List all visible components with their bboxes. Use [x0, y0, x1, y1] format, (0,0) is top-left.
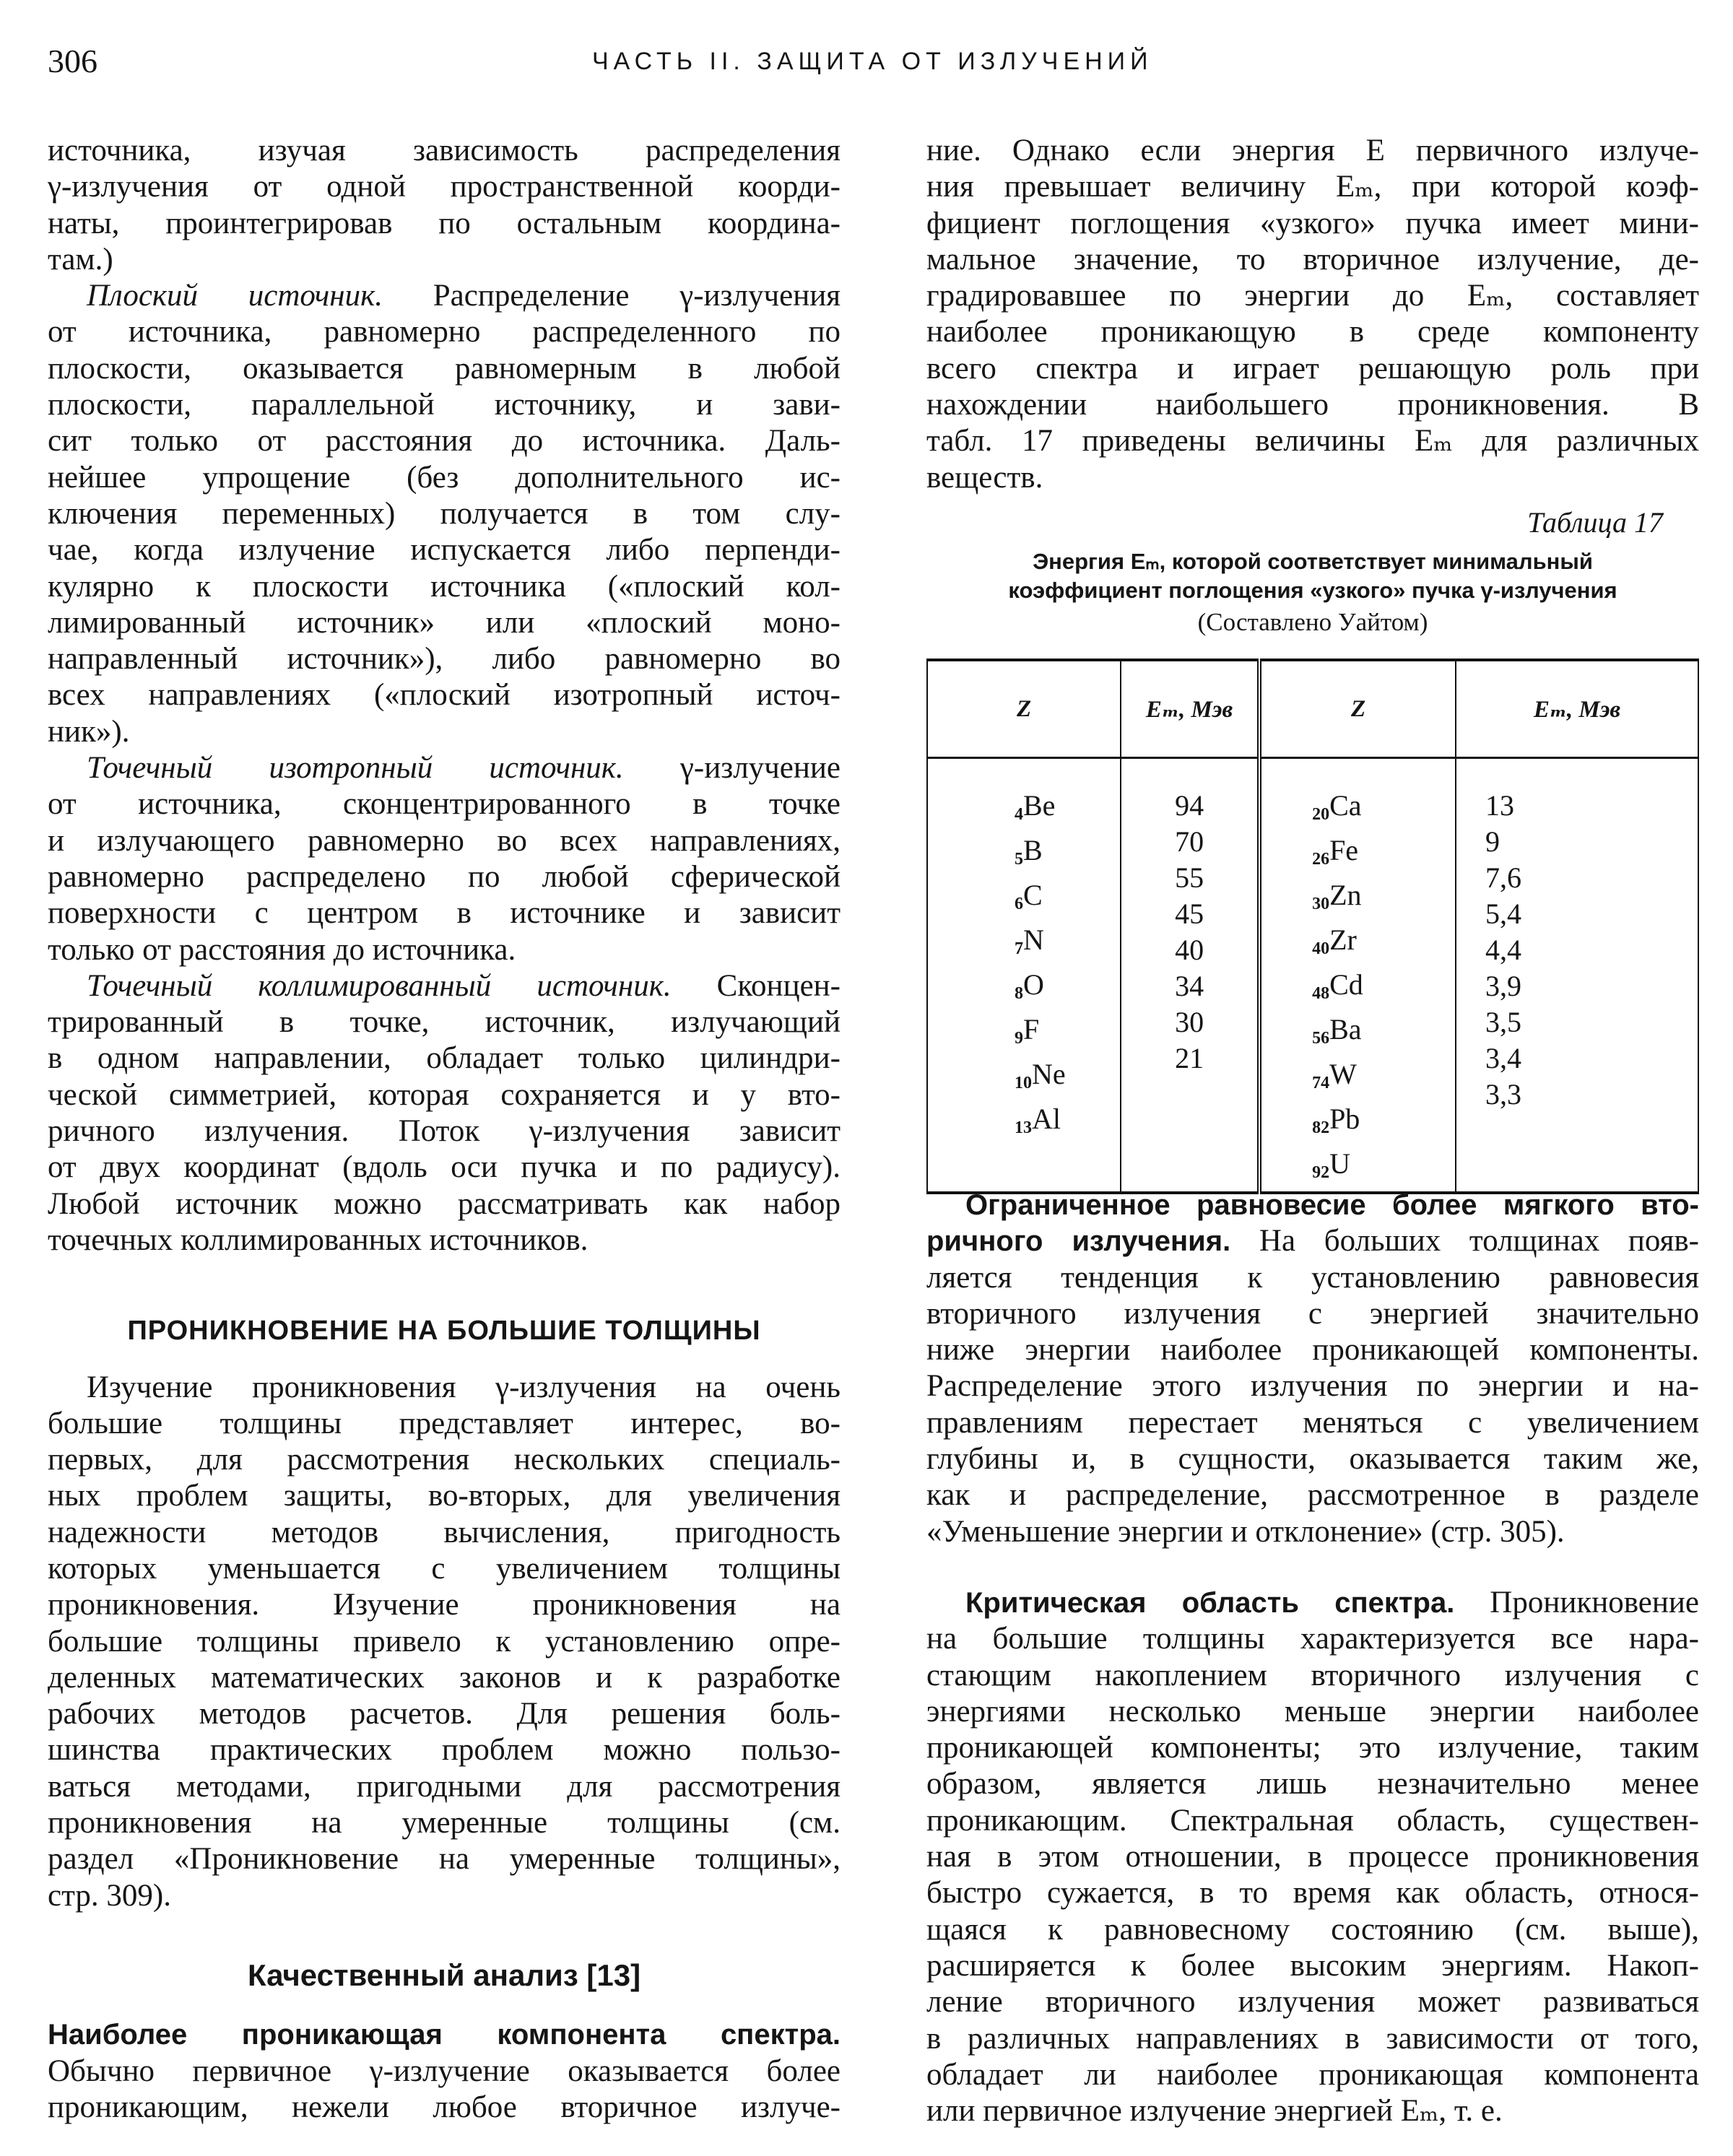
line-text: ных проблем защиты, во-вторых, для увеличения — [48, 1479, 841, 1513]
line-text: мальное значение, то вторичное излучение, де- — [926, 242, 1699, 277]
energy-value: 9 — [1485, 825, 1500, 858]
text-line — [48, 1769, 841, 1805]
paragraph-lead: Наиболее проникающая компонента спектра. — [48, 2019, 841, 2051]
element-name: Pb — [1329, 1103, 1360, 1135]
line-text: проникновения. Изучение проникновения на — [48, 1588, 841, 1622]
line-text: лимированный источник» или «плоский моно- — [48, 605, 841, 640]
text-line — [48, 169, 841, 205]
line-text: направленный источник»), либо равномерно во — [48, 642, 841, 677]
atomic-number: 8 — [1015, 984, 1023, 1003]
text-line — [48, 1660, 841, 1696]
element-name: Zn — [1329, 879, 1362, 911]
right-column-bottom — [926, 1187, 1699, 2129]
line-text: Изучение проникновения γ-излучения на очень — [87, 1370, 841, 1404]
line-text: проникающим. Спектральная область, существен- — [926, 1803, 1699, 1838]
text-line — [48, 133, 841, 169]
header-em-2: Eₘ, Мэв — [1456, 660, 1698, 758]
line-text: чае, когда излучение испускается либо перпенди- — [48, 533, 841, 568]
atomic-number: 7 — [1015, 939, 1023, 958]
line-text: ление вторичного излучения может развиваться — [926, 1985, 1699, 2020]
text-line — [48, 423, 841, 459]
text-line — [926, 2021, 1699, 2057]
line-text: веществ. — [926, 460, 1043, 495]
section-heading: ПРОНИКНОВЕНИЕ НА БОЛЬШИЕ ТОЛЩИНЫ — [127, 1316, 761, 1347]
text-line — [926, 1984, 1699, 2020]
text-line — [48, 1186, 841, 1222]
text-line — [48, 1515, 841, 1551]
atomic-number: 10 — [1015, 1074, 1032, 1092]
line-text: энергиями несколько меньше энергии наиболее — [926, 1694, 1699, 1729]
text-line — [48, 1370, 841, 1406]
line-text: там.) — [48, 242, 113, 277]
text-line — [926, 1839, 1699, 1875]
element-name: F — [1023, 1013, 1040, 1046]
text-line — [48, 932, 841, 968]
line-text: ричного излучения. Поток γ-излучения зависит — [48, 1114, 841, 1149]
line-text: которых уменьшается с увеличением толщины — [48, 1551, 841, 1586]
element-name: N — [1023, 923, 1044, 956]
energy-value: 4,4 — [1485, 934, 1522, 966]
paragraph-lead: Точечный изотропный источник. — [87, 751, 624, 786]
text-line — [48, 641, 841, 677]
running-title: ЧАСТЬ II. ЗАЩИТА ОТ ИЗЛУЧЕНИЙ — [592, 48, 1153, 75]
energy-value: 5,4 — [1485, 897, 1522, 930]
element-name: U — [1329, 1147, 1350, 1180]
text-line — [48, 714, 841, 750]
line-text: ляется тенденция к установлению равновесия — [926, 1260, 1699, 1295]
text-line — [926, 1223, 1699, 1259]
line-text: только от расстояния до источника. — [48, 932, 516, 967]
text-line — [926, 1296, 1699, 1332]
line-text: Проникновение — [1454, 1585, 1700, 1620]
line-text: плоскости, параллельной источнику, и зави- — [48, 388, 841, 422]
line-text: табл. 17 приведены величины Eₘ для различных — [926, 424, 1699, 458]
text-line — [48, 1149, 841, 1186]
line-text: градировавшее по энергии до Eₘ, составляет — [926, 279, 1699, 313]
header-z-2: Z — [1259, 660, 1456, 758]
line-text: рабочих методов расчетов. Для решения боль- — [48, 1697, 841, 1731]
line-text: или первичное излучение энергией Eₘ, т. е. — [926, 2094, 1503, 2129]
line-text: ная в этом отношении, в процессе проникновения — [926, 1840, 1699, 1874]
text-line — [926, 1477, 1699, 1513]
text-line — [926, 2093, 1699, 2129]
element-symbol — [1015, 922, 1119, 967]
text-line — [926, 1514, 1699, 1550]
line-text: ключения переменных) получается в том слу- — [48, 496, 841, 531]
text-line — [48, 532, 841, 568]
atomic-number: 56 — [1312, 1029, 1330, 1048]
line-text: источника, изучая зависимость распределения — [48, 134, 841, 168]
line-text: раздел «Проникновение на умеренные толщины», — [48, 1842, 841, 1877]
paragraph-gap — [926, 1550, 1699, 1585]
text-line — [48, 1551, 841, 1587]
text-line — [48, 1406, 841, 1442]
text-line — [48, 968, 841, 1004]
atomic-number: 40 — [1312, 939, 1330, 958]
text-line — [48, 677, 841, 713]
element-symbol — [1015, 877, 1119, 922]
line-text: «Уменьшение энергии и отклонение» (стр. 305). — [926, 1514, 1565, 1549]
element-symbol — [1312, 788, 1454, 833]
header-z-1: Z — [927, 660, 1121, 758]
element-symbol — [1312, 833, 1454, 877]
element-symbol — [1312, 1012, 1454, 1056]
paragraph-lead: Ограниченное равновесие более мягкого вто- — [965, 1189, 1699, 1221]
line-text: всех направлениях («плоский изотропный источ- — [48, 678, 841, 713]
line-text: трированный в точке, источник, излучающий — [48, 1005, 841, 1040]
line-text: плоскости, оказывается равномерным в любой — [48, 351, 841, 386]
element-name: Zr — [1329, 923, 1357, 956]
line-text: деленных математических законов и к разработке — [48, 1660, 841, 1695]
text-line — [48, 859, 841, 895]
line-text: от двух координат (вдоль оси пучка и по радиусу). — [48, 1150, 841, 1185]
element-name: Be — [1023, 789, 1056, 822]
text-line — [48, 1077, 841, 1113]
line-text: равномерно распределено по любой сферической — [48, 859, 841, 894]
text-line — [926, 169, 1699, 205]
line-text: γ-излучения от одной пространственной коорди- — [48, 170, 841, 204]
energy-value: 3,9 — [1485, 970, 1522, 1002]
energy-value: 30 — [1175, 1006, 1204, 1038]
text-line — [926, 460, 1699, 496]
atomic-number: 30 — [1312, 895, 1330, 913]
line-text: стающим накоплением вторичного излучения с — [926, 1658, 1699, 1692]
em-column-right — [1456, 758, 1698, 1194]
line-text: быстро сужается, в то время как область, относя- — [926, 1876, 1699, 1911]
text-line — [48, 278, 841, 314]
element-symbol — [1015, 1056, 1119, 1101]
element-symbol — [1015, 1012, 1119, 1056]
line-text: ваться методами, пригодными для рассмотрения — [48, 1769, 841, 1804]
line-text: правлениям перестает меняться с увеличением — [926, 1405, 1699, 1440]
element-name: Cd — [1329, 968, 1363, 1001]
right-column-top — [926, 133, 1699, 496]
line-text: ния превышает величину Eₘ, при которой коэф- — [926, 170, 1699, 204]
line-text: нахождении наибольшего проникновения. В — [926, 388, 1699, 422]
line-text: образом, является лишь незначительно менее — [926, 1767, 1699, 1801]
text-line — [926, 1803, 1699, 1839]
text-line — [48, 1841, 841, 1877]
line-text: ческой симметрией, которая сохраняется и у вто- — [48, 1077, 841, 1112]
element-symbol — [1312, 1101, 1454, 1146]
line-text: Распределение γ-излучения — [383, 279, 841, 313]
element-symbol — [1015, 1101, 1119, 1146]
element-name: Ca — [1329, 789, 1362, 822]
text-line — [926, 1187, 1699, 1223]
line-text: нейшее упрощение (без дополнительного ис- — [48, 460, 841, 495]
line-text: наиболее проникающую в среде компоненту — [926, 315, 1699, 349]
element-name: W — [1329, 1058, 1357, 1090]
text-line — [926, 314, 1699, 350]
z-column-right — [1259, 758, 1456, 1194]
text-line — [48, 1442, 841, 1478]
text-line — [48, 206, 841, 242]
element-name: Ba — [1329, 1013, 1362, 1046]
table-source: (Составлено Уайтом) — [1197, 608, 1428, 636]
energy-value: 34 — [1175, 970, 1204, 1002]
paragraph-lead: Точечный коллимированный источник. — [87, 968, 672, 1003]
element-symbol — [1312, 1056, 1454, 1101]
text-line — [48, 2017, 841, 2053]
paragraph-lead: Плоский источник. — [87, 279, 383, 313]
paragraph-lead: ричного излучения. — [926, 1225, 1231, 1258]
text-line — [48, 460, 841, 496]
line-text: γ-излучение — [623, 751, 841, 786]
line-text: На больших толщинах появ- — [1230, 1224, 1699, 1259]
text-line — [926, 1585, 1699, 1621]
text-line — [48, 786, 841, 822]
table-caption-line-2: коэффициент поглощения «узкого» пучка γ-излучения — [1008, 578, 1617, 603]
paragraph-lead: Критическая область спектра. — [965, 1586, 1455, 1619]
text-line — [926, 2057, 1699, 2093]
em-column-left — [1121, 758, 1259, 1194]
text-line — [48, 2053, 841, 2090]
text-line — [926, 1875, 1699, 1911]
text-line — [926, 1658, 1699, 1694]
element-name: C — [1023, 879, 1043, 911]
element-symbol — [1015, 833, 1119, 877]
line-text: щаяся к равновесному состоянию (см. выше), — [926, 1912, 1699, 1947]
text-line — [48, 1878, 841, 1914]
text-line — [48, 1040, 841, 1077]
line-text: Распределение этого излучения по энергии и на- — [926, 1369, 1699, 1404]
text-line — [48, 1696, 841, 1732]
text-line — [48, 1222, 841, 1259]
left-column — [48, 133, 841, 2126]
text-line — [926, 242, 1699, 278]
energy-value: 94 — [1175, 789, 1204, 822]
text-line — [926, 133, 1699, 169]
energy-value: 3,5 — [1485, 1006, 1522, 1038]
line-text: вторичного излучения с энергией значительно — [926, 1296, 1699, 1331]
atomic-number: 48 — [1312, 984, 1330, 1003]
atomic-number: 92 — [1312, 1163, 1330, 1182]
text-line — [48, 496, 841, 532]
text-line — [926, 1405, 1699, 1441]
text-line — [926, 1332, 1699, 1368]
text-line — [926, 1948, 1699, 1984]
element-symbol — [1015, 788, 1119, 833]
line-text: ниже энергии наиболее проникающей компоненты. — [926, 1333, 1699, 1368]
text-line — [48, 1478, 841, 1514]
text-line — [48, 1732, 841, 1768]
line-text: всего спектра и играет решающую роль при — [926, 351, 1699, 386]
line-text: обладает ли наиболее проникающая компонента — [926, 2057, 1699, 2092]
line-text: проникающей компоненты; это излучение, таким — [926, 1731, 1699, 1765]
energy-value: 13 — [1485, 789, 1515, 822]
text-line — [926, 351, 1699, 387]
element-name: Fe — [1329, 834, 1359, 866]
text-line — [926, 423, 1699, 459]
energy-value: 40 — [1175, 934, 1204, 966]
energy-value: 70 — [1175, 825, 1204, 858]
atomic-number: 82 — [1312, 1118, 1330, 1137]
page-number: 306 — [48, 43, 97, 79]
text-line — [926, 1912, 1699, 1948]
text-line — [926, 278, 1699, 314]
energy-value: 3,4 — [1485, 1042, 1522, 1074]
line-text: шинства практических проблем можно пользо- — [48, 1733, 841, 1768]
text-line — [926, 1694, 1699, 1730]
text-line — [48, 750, 841, 786]
line-text: сит только от расстояния до источника. Даль- — [48, 424, 841, 458]
energy-value: 45 — [1175, 897, 1204, 930]
element-symbol — [1015, 967, 1119, 1012]
element-symbol — [1312, 877, 1454, 922]
text-line — [48, 314, 841, 350]
atomic-number: 4 — [1015, 805, 1023, 824]
energy-value: 21 — [1175, 1042, 1204, 1074]
line-text: стр. 309). — [48, 1878, 171, 1913]
line-text: расширяется к более высоким энергиям. Накоп- — [926, 1948, 1699, 1983]
text-line — [926, 1441, 1699, 1477]
z-column-left — [927, 758, 1121, 1194]
line-text: фициент поглощения «узкого» пучка имеет мини- — [926, 206, 1699, 240]
element-name: Al — [1032, 1103, 1061, 1135]
energy-table — [926, 658, 1699, 1194]
line-text: поверхности с центром в источнике и зависит — [48, 896, 841, 931]
line-text: на большие толщины характеризуется все нара- — [926, 1622, 1699, 1656]
line-text: наты, проинтегрировав по остальным координа- — [48, 206, 841, 240]
text-line — [48, 1624, 841, 1660]
line-text: проникновения на умеренные толщины (см. — [48, 1806, 841, 1840]
element-symbol — [1312, 922, 1454, 967]
text-line — [926, 1621, 1699, 1657]
text-line — [48, 1113, 841, 1149]
element-name: O — [1023, 968, 1044, 1001]
line-text: Обычно первичное γ-излучение оказывается более — [48, 2053, 841, 2088]
text-line — [48, 1004, 841, 1040]
line-text: в одном направлении, обладает только цилиндри- — [48, 1041, 841, 1076]
line-text: как и распределение, рассмотренное в разделе — [926, 1478, 1699, 1513]
atomic-number: 74 — [1312, 1074, 1330, 1092]
line-text: Сконцен- — [671, 968, 841, 1003]
energy-value: 7,6 — [1485, 861, 1522, 894]
line-text: Любой источник можно рассматривать как набор — [48, 1186, 841, 1221]
text-line — [48, 823, 841, 859]
text-line — [48, 1805, 841, 1841]
line-text: от источника, равномерно распределенного по — [48, 315, 841, 349]
text-line — [926, 387, 1699, 423]
line-text: надежности методов вычисления, пригодность — [48, 1515, 841, 1549]
atomic-number: 13 — [1015, 1118, 1032, 1137]
atomic-number: 6 — [1015, 895, 1023, 913]
text-line — [48, 1587, 841, 1623]
text-line — [48, 895, 841, 931]
element-name: B — [1023, 834, 1043, 866]
line-text: ник»). — [48, 714, 130, 749]
line-text: от источника, сконцентрированного в точке — [48, 787, 841, 822]
element-symbol — [1312, 967, 1454, 1012]
text-line — [48, 605, 841, 641]
energy-value: 55 — [1175, 861, 1204, 894]
line-text: в различных направлениях в зависимости от того, — [926, 2021, 1699, 2056]
atomic-number: 5 — [1015, 850, 1023, 869]
section-heading: Качественный анализ [13] — [247, 1957, 641, 1992]
energy-value: 3,3 — [1485, 1078, 1522, 1110]
atomic-number: 26 — [1312, 850, 1330, 869]
table-caption-line-1: Энергия Eₘ, которой соответствует минимальный — [1033, 549, 1593, 574]
line-text: большие толщины привело к установлению опре- — [48, 1624, 841, 1659]
text-line — [926, 1730, 1699, 1766]
element-name: Ne — [1032, 1058, 1066, 1090]
table-label: Таблица 17 — [1527, 506, 1663, 539]
line-text: глубины и, в сущности, оказывается таким же, — [926, 1442, 1699, 1477]
line-text: первых, для рассмотрения нескольких специаль- — [48, 1443, 841, 1477]
element-symbol — [1312, 1146, 1454, 1191]
text-line — [926, 1766, 1699, 1802]
line-text: ние. Однако если энергия E первичного излуче- — [926, 134, 1699, 168]
header-em-1: Eₘ, Мэв — [1121, 660, 1259, 758]
text-line — [48, 387, 841, 423]
table-caption — [926, 547, 1699, 637]
text-line — [48, 569, 841, 605]
line-text: и излучающего равномерно во всех направлениях, — [48, 823, 841, 858]
line-text: проникающим, нежели любое вторичное излуче- — [48, 2090, 841, 2124]
line-text: большие толщины представляет интерес, во- — [48, 1406, 841, 1440]
text-line — [48, 242, 841, 278]
line-text: точечных коллимированных источников. — [48, 1222, 588, 1257]
text-line — [48, 351, 841, 387]
text-line — [926, 1368, 1699, 1404]
text-line — [926, 206, 1699, 242]
atomic-number: 20 — [1312, 805, 1330, 824]
text-line — [48, 2090, 841, 2126]
line-text: кулярно к плоскости источника («плоский кол- — [48, 569, 841, 604]
atomic-number: 9 — [1015, 1029, 1023, 1048]
text-line — [926, 1260, 1699, 1296]
